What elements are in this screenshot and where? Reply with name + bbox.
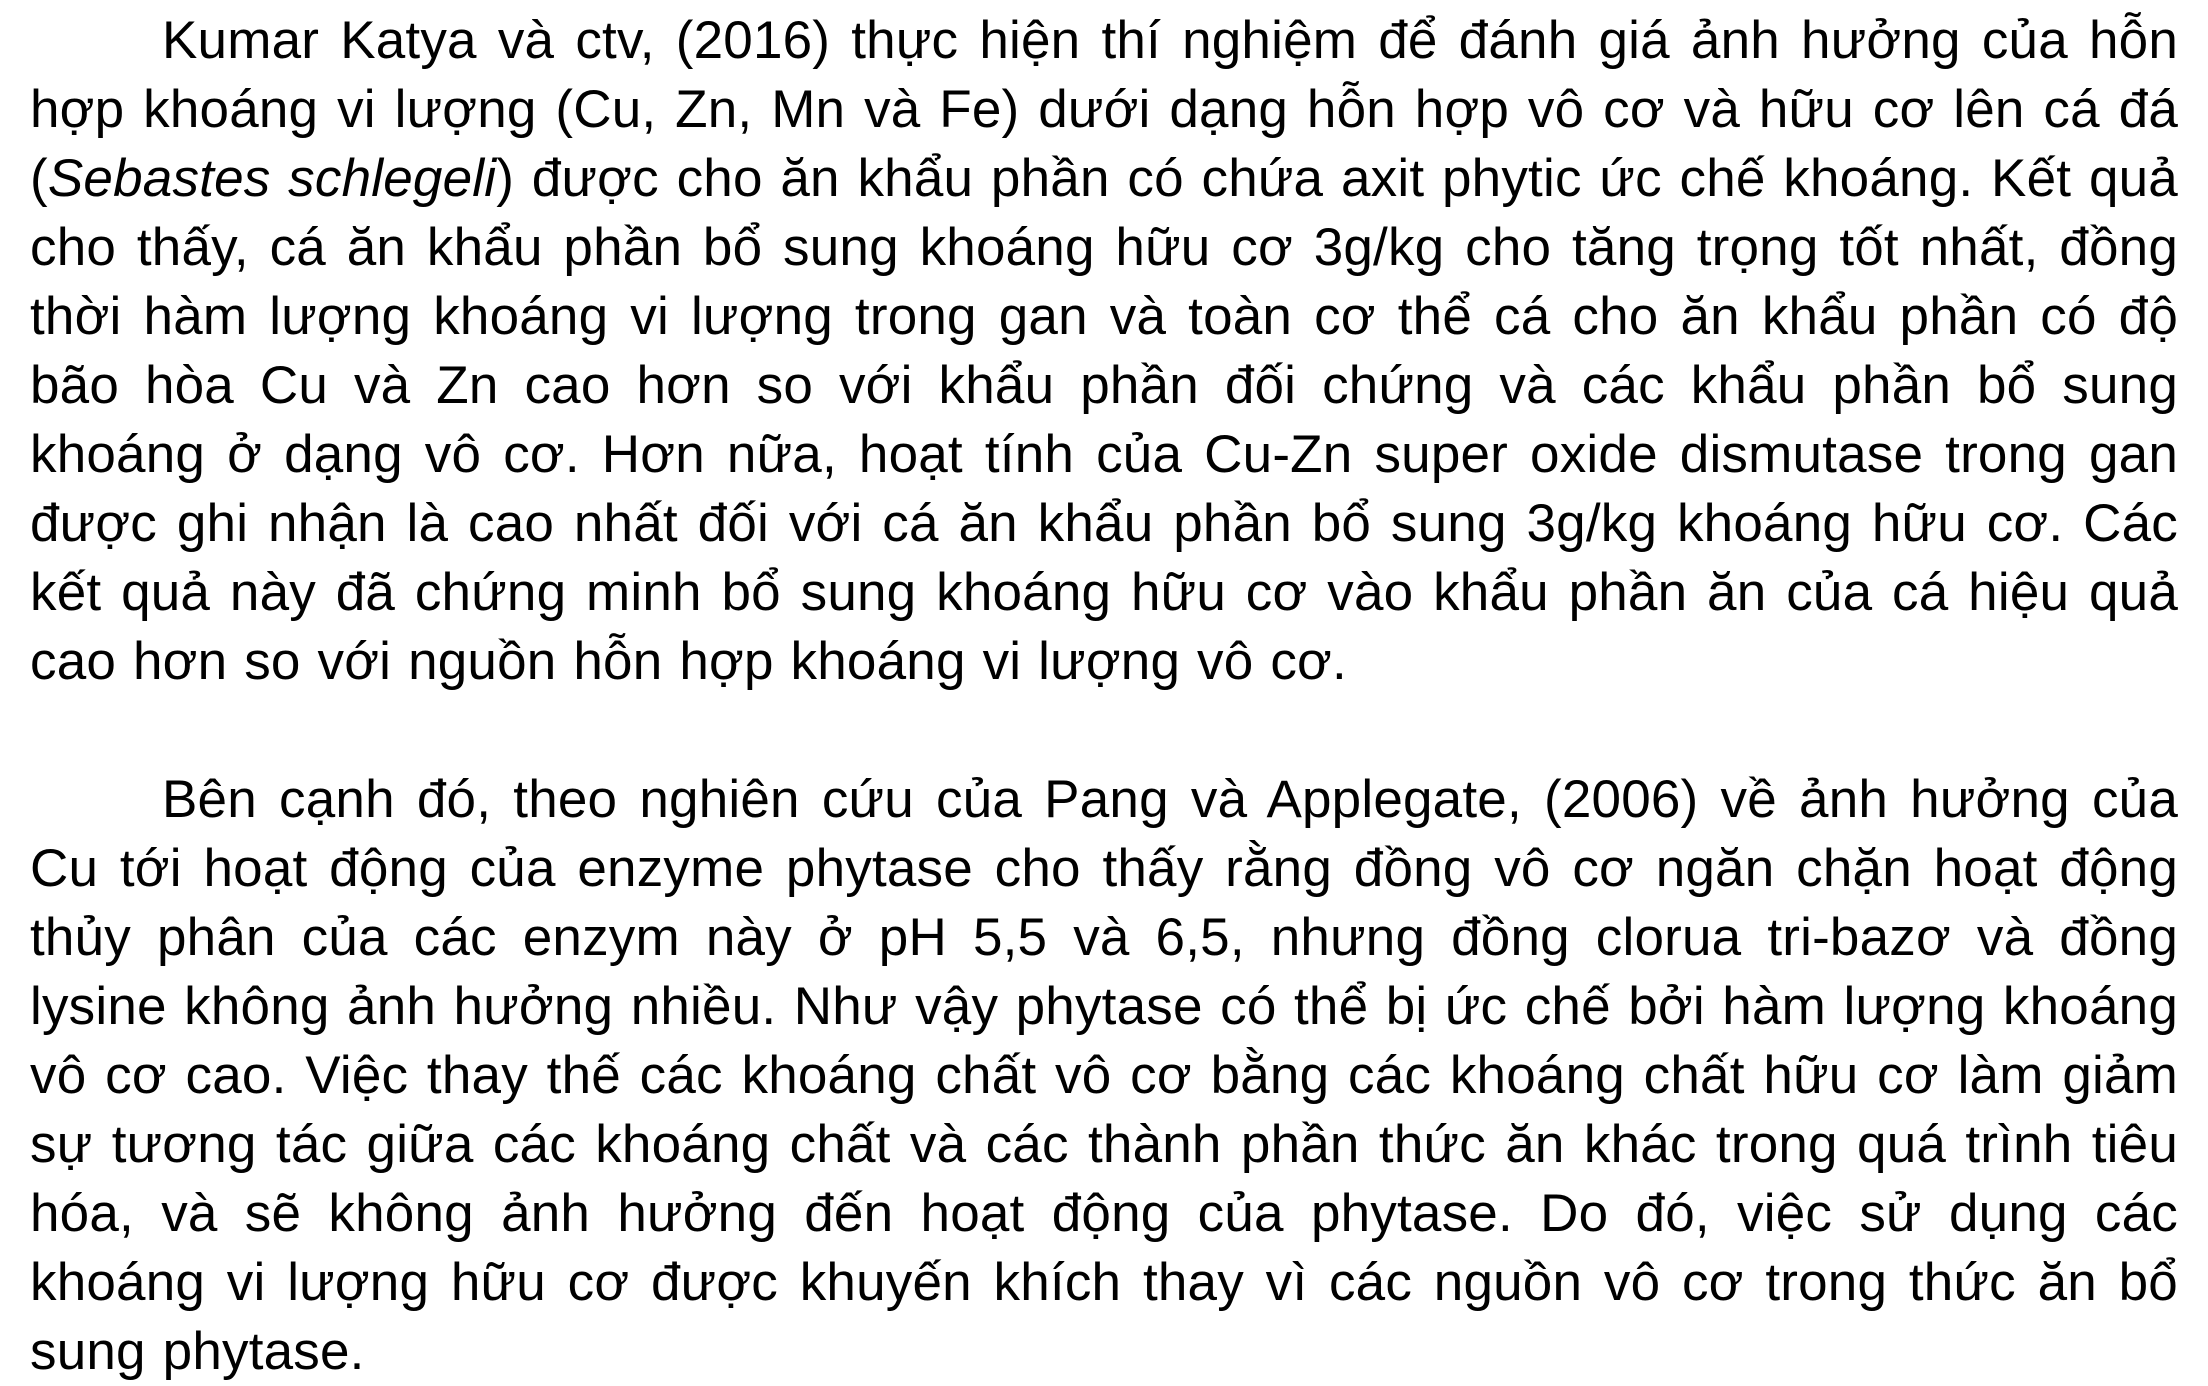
text-segment: Bên cạnh đó, theo nghiên cứu của Pang và Applegate, (2006) về ảnh hưởng của Cu tới hoạt động của enzyme phytase cho thấy rằng đồng vô cơ ngăn chặn hoạt động thủy phân của các enzym này ở pH 5,5 và 6,5, nhưng đồng clorua tri-bazơ và đồng lysine không ảnh hưởng nhiều. Như vậy phytase có thể bị ức chế bởi hàm lượng khoáng vô cơ cao. Việc thay thế các khoáng chất vô cơ bằng các khoáng chất hữu cơ làm giảm sự tương tác giữa các khoáng chất và các thành phần thức ăn khác trong quá trình tiêu hóa, và sẽ không ảnh hưởng đến hoạt động của phytase. Do đó, việc sử dụng các khoáng vi lượng hữu cơ được khuyến khích thay vì các nguồn vô cơ trong thức ăn bổ sung phytase. — [30, 770, 2178, 1381]
paragraph-pang-applegate-study — [30, 765, 2178, 1386]
text-segment: ) được cho ăn khẩu phần có chứa axit phytic ức chế khoáng. Kết quả cho thấy, cá ăn khẩu phần bổ sung khoáng hữu cơ 3g/kg cho tăng trọng tốt nhất, đồng thời hàm lượng khoáng vi lượng trong gan và toàn cơ thể cá cho ăn khẩu phần có độ bão hòa Cu và Zn cao hơn so với khẩu phần đối chứng và các khẩu phần bổ sung khoáng ở dạng vô cơ. Hơn nữa, hoạt tính của Cu-Zn super oxide dismutase trong gan được ghi nhận là cao nhất đối với cá ăn khẩu phần bổ sung 3g/kg khoáng hữu cơ. Các kết quả này đã chứng minh bổ sung khoáng hữu cơ vào khẩu phần ăn của cá hiệu quả cao hơn so với nguồn hỗn hợp khoáng vi lượng vô cơ. — [30, 149, 2178, 691]
text-segment: Kumar Katya và ctv, (2016) thực hiện thí nghiệm để đánh giá ảnh hưởng của hỗn hợp khoáng vi lượng (Cu, Zn, Mn và Fe) dưới dạng hỗn hợp vô cơ và hữu cơ lên cá đá ( — [30, 11, 2178, 208]
paragraph-kumar-katya-study — [30, 6, 2178, 696]
species-name-italic: Sebastes schlegeli — [47, 149, 497, 208]
